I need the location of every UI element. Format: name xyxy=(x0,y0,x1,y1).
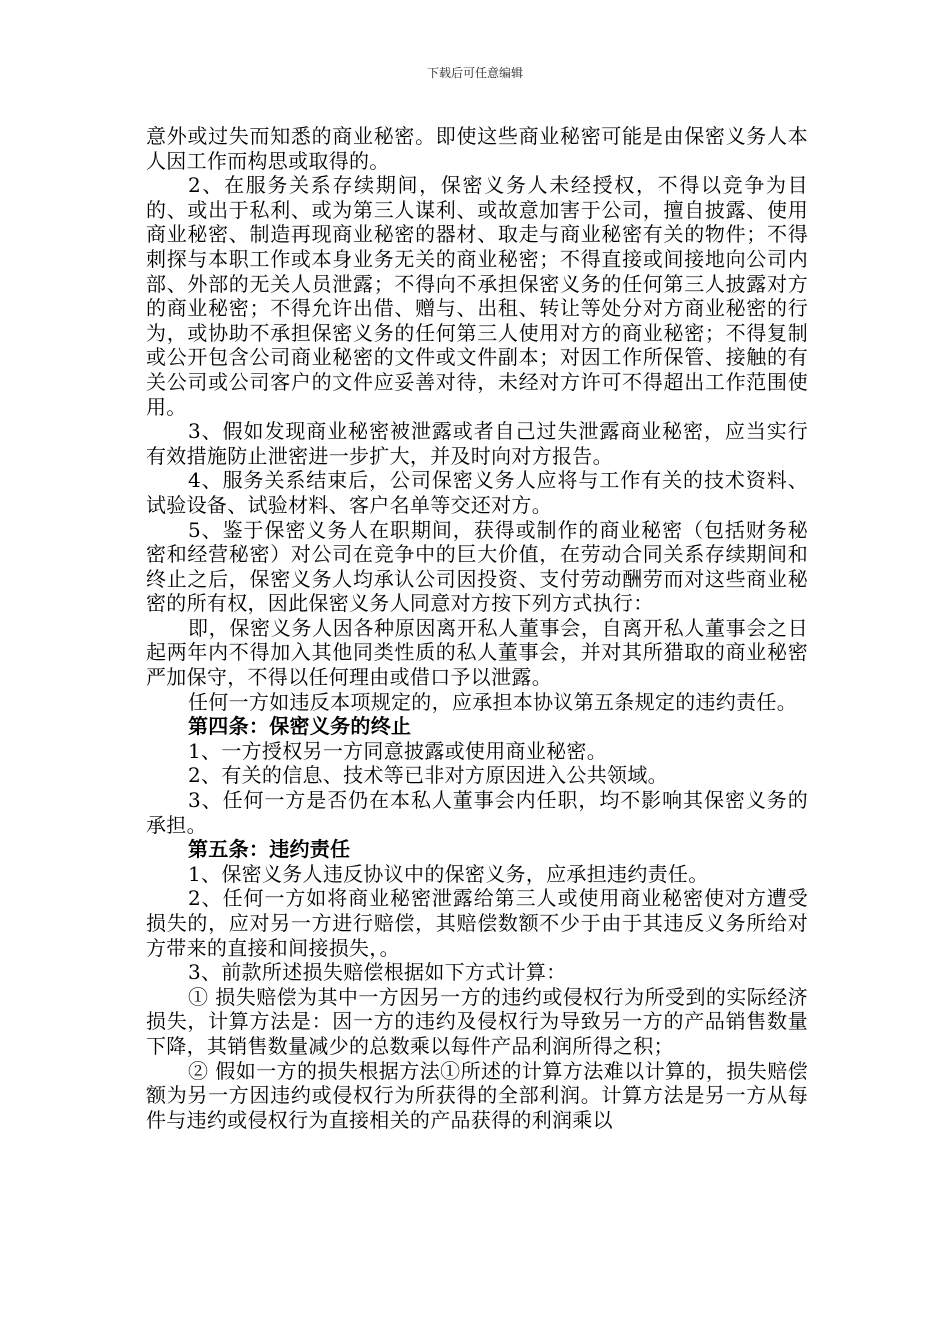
paragraph: ① 损失赔偿为其中一方因另一方的违约或侵权行为所受到的实际经济损失，计算方法是：因一方的违约及侵权行为导致另一方的产品销售数量下降，其销售数量减少的总数乘以每件产品利润所得之积； xyxy=(146,984,808,1058)
paragraph: 1、一方授权另一方同意披露或使用商业秘密。 xyxy=(188,738,608,763)
paragraph: 2、有关的信息、技术等已非对方原因进入公共领域。 xyxy=(188,763,668,788)
paragraph: 即，保密义务人因各种原因离开私人董事会，自离开私人董事会之日起两年内不得加入其他同类性质的私人董事会，并对其所猎取的商业秘密严加保守，不得以任何理由或借口予以泄露。 xyxy=(146,615,808,690)
page-header: 下载后可任意编辑 xyxy=(426,66,523,80)
paragraph: 4、服务关系结束后，公司保密义务人应将与工作有关的技术资料、试验设备、试验材料、客户名单等交还对方。 xyxy=(146,468,808,517)
paragraph: 5、鉴于保密义务人在职期间，获得或制作的商业秘密（包括财务秘密和经营秘密）对公司在竞争中的巨大价值，在劳动合同关系存续期间和终止之后，保密义务人均承认公司因投资、支付劳动酬劳而对这些商业秘密的所有权，因此保密义务人同意对方按下列方式执行： xyxy=(146,517,808,616)
paragraph: ② 假如一方的损失根据方法①所述的计算方法难以计算的，损失赔偿额为另一方因违约或侵权行为所获得的全部利润。计算方法是另一方从每件与违约或侵权行为直接相关的产品获得的利润乘以 xyxy=(146,1058,808,1132)
paragraph: 任何一方如违反本项规定的，应承担本协议第五条规定的违约责任。 xyxy=(188,689,797,714)
section-heading: 第五条：违约责任 xyxy=(188,837,351,862)
document-body xyxy=(146,124,808,1132)
paragraph: 1、保密义务人违反协议中的保密义务，应承担违约责任。 xyxy=(188,861,709,886)
paragraph: 3、假如发现商业秘密被泄露或者自己过失泄露商业秘密，应当实行有效措施防止泄密进一步扩大，并及时向对方报告。 xyxy=(146,419,808,468)
paragraph: 3、任何一方是否仍在本私人董事会内任职，均不影响其保密义务的承担。 xyxy=(146,788,808,837)
paragraph: 2、在服务关系存续期间，保密义务人未经授权，不得以竞争为目的、或出于私利、或为第三人谋利、或故意加害于公司，擅自披露、使用商业秘密、制造再现商业秘密的器材、取走与商业秘密有关的物件；不得刺探与本职工作或本身业务无关的商业秘密；不得直接或间接地向公司内部、外部的无关人员泄露；不得向不承担保密义务的任何第三人披露对方的商业秘密；不得允许出借、赠与、出租、转让等处分对方商业秘密的行为，或协助不承担保密义务的任何第三人使用对方的商业秘密；不得复制或公开包含公司商业秘密的文件或文件副本；对因工作所保管、接触的有关公司或公司客户的文件应妥善对待，未经对方许可不得超出工作范围使用。 xyxy=(146,173,808,419)
paragraph: 3、前款所述损失赔偿根据如下方式计算： xyxy=(188,960,567,985)
paragraph: 2、任何一方如将商业秘密泄露给第三人或使用商业秘密使对方遭受损失的，应对另一方进行赔偿，其赔偿数额不少于由于其违反义务所给对方带来的直接和间接损失，。 xyxy=(146,886,808,960)
section-heading: 第四条：保密义务的终止 xyxy=(188,714,412,739)
paragraph: 意外或过失而知悉的商业秘密。即使这些商业秘密可能是由保密义务人本人因工作而构思或取得的。 xyxy=(146,124,808,173)
